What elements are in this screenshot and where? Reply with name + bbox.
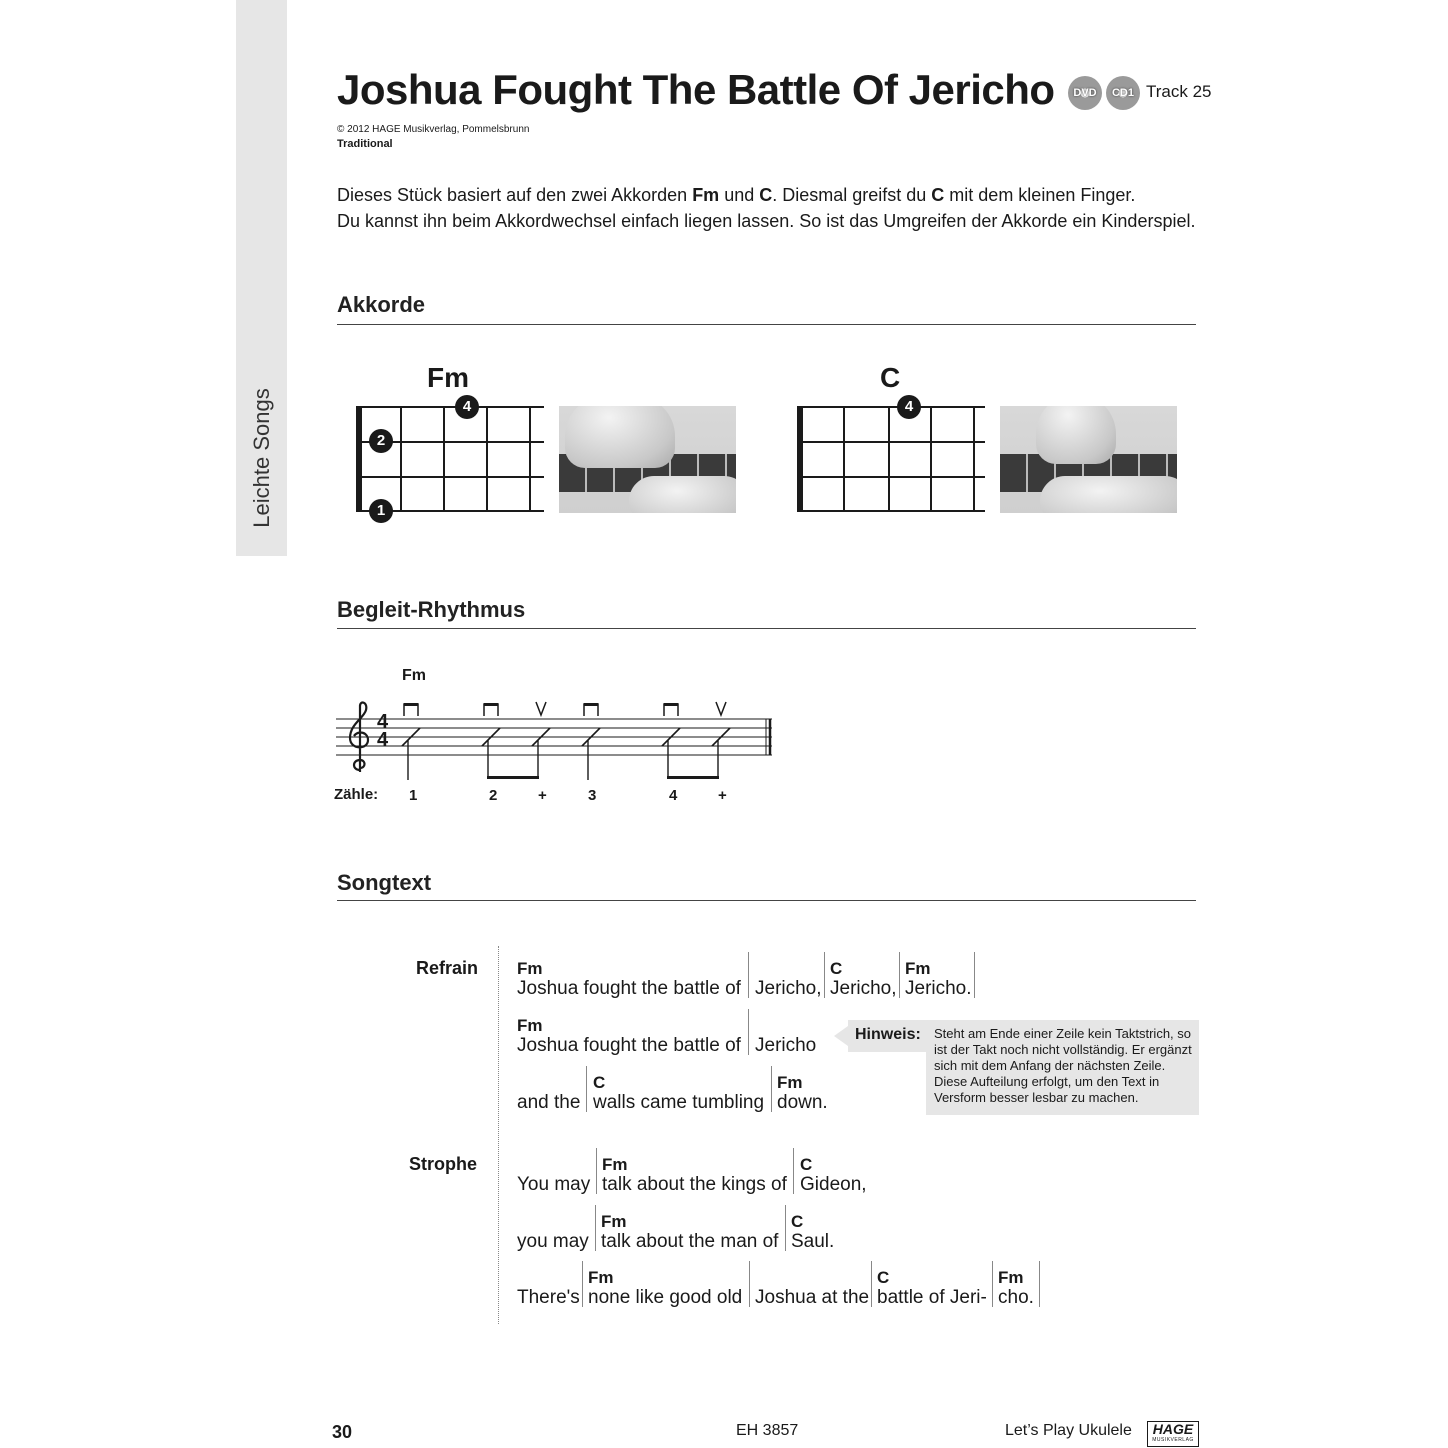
lyric-chord: Fm <box>601 1212 627 1231</box>
count-beat: 2 <box>489 787 498 804</box>
section-heading-lyrics: Songtext <box>337 870 432 895</box>
chord-name-c: C <box>880 362 901 393</box>
lyric-text: Jericho, <box>755 978 822 999</box>
lyric-chord: Fm <box>588 1268 614 1287</box>
bar-line <box>785 1205 786 1251</box>
lyric-chord: C <box>800 1155 813 1174</box>
lyric-text: talk about the kings of <box>602 1174 787 1195</box>
count-beat: + <box>718 787 727 804</box>
bar-line <box>596 1148 597 1194</box>
time-signature: 4 4 <box>377 711 389 751</box>
strophe-label: Strophe <box>409 1154 478 1174</box>
count-beat: 3 <box>588 787 597 804</box>
lyric-text: and the <box>517 1092 581 1113</box>
lyric-text: you may <box>517 1231 589 1252</box>
lyric-text: talk about the man of <box>601 1231 779 1252</box>
intro-text: Dieses Stück basiert auf den zwei Akkorden Fm und C. Diesmal greifst du C mit dem kleinen Finger. Du kannst ihn beim Akkordwechsel einfach liegen lassen. So ist das Umgreifen der Akkorde ein Kinderspiel. <box>337 185 1196 231</box>
page-number: 30 <box>332 1422 353 1442</box>
lyric-text: Joshua fought the battle of <box>517 1035 741 1056</box>
lyric-text: There's <box>517 1287 580 1308</box>
lyric-text: Jericho, <box>830 978 897 999</box>
lyric-text: down. <box>777 1092 828 1113</box>
fm-hand-photo <box>559 406 736 513</box>
lyric-chord: Fm <box>517 1016 543 1035</box>
section-heading-chords: Akkorde <box>337 292 426 317</box>
lyric-text: Joshua fought the battle of <box>517 978 741 999</box>
count-label: Zähle: <box>334 786 379 803</box>
lyric-chord: Fm <box>602 1155 628 1174</box>
lyric-text: none like good old <box>588 1287 743 1308</box>
bar-line <box>1039 1261 1040 1307</box>
rhythm-staff <box>330 698 780 782</box>
lyric-text: battle of Jeri- <box>877 1287 987 1308</box>
bar-line <box>582 1261 583 1307</box>
finger-dot-2: 2 <box>369 429 393 453</box>
bar-line <box>586 1066 587 1112</box>
lyric-text: Gideon, <box>800 1174 867 1195</box>
lyrics-divider <box>498 946 499 1324</box>
bar-line <box>748 1009 749 1055</box>
section-rule <box>337 324 1196 325</box>
publisher-logo: HAGE MUSIKVERLAG <box>1147 1421 1199 1447</box>
lyric-chord: C <box>877 1268 890 1287</box>
track-number: Track 25 <box>1146 82 1212 101</box>
section-rule <box>337 900 1196 901</box>
page-title: Joshua Fought The Battle Of Jericho <box>337 66 1055 113</box>
lyric-text: Jericho. <box>905 978 972 999</box>
lyric-text: Saul. <box>791 1231 835 1252</box>
count-beat: 4 <box>669 787 678 804</box>
finger-dot-4: 4 <box>897 395 921 419</box>
bar-line <box>771 1066 772 1112</box>
lyric-chord: Fm <box>905 959 931 978</box>
finger-dot-4: 4 <box>455 395 479 419</box>
count-beat: 1 <box>409 787 418 804</box>
lyric-text: You may <box>517 1174 591 1195</box>
copyright: © 2012 HAGE Musikverlag, Pommelsbrunn <box>337 124 530 135</box>
refrain-label: Refrain <box>416 958 479 978</box>
lyric-chord: C <box>593 1073 606 1092</box>
chord-name-fm: Fm <box>427 362 469 393</box>
lyric-text: cho. <box>998 1287 1034 1308</box>
bar-line <box>974 952 975 998</box>
lyric-chord: C <box>791 1212 804 1231</box>
bar-line <box>899 952 900 998</box>
hint-label: Hinweis: <box>855 1026 921 1043</box>
finger-dot-1: 1 <box>369 499 393 523</box>
hint-text: Steht am Ende einer Zeile kein Taktstrich, so ist der Takt noch nicht vollständig. Er ergänzt sich mit dem Anfang der nächsten Zeile. Diese Aufteilung erfolgt, um den Text in Versform besser lesbar zu machen. <box>934 1026 1192 1105</box>
lyric-chord: C <box>830 959 843 978</box>
catalog-code: EH 3857 <box>736 1422 799 1439</box>
book-title: Let’s Play Ukulele <box>1005 1422 1132 1439</box>
composer: Traditional <box>337 138 393 150</box>
c-chord-diagram <box>793 400 989 518</box>
bar-line <box>793 1148 794 1194</box>
section-heading-rhythm: Begleit-Rhythmus <box>337 597 526 622</box>
lyric-text: Joshua at the <box>755 1287 870 1308</box>
bar-line <box>749 1261 750 1307</box>
rhythm-chord-symbol: Fm <box>402 667 426 684</box>
lyric-text: Jericho <box>755 1035 817 1056</box>
hint-pointer <box>834 1026 848 1046</box>
bar-line <box>992 1261 993 1307</box>
bar-line <box>871 1261 872 1307</box>
c-hand-photo <box>1000 406 1177 513</box>
bar-line <box>824 952 825 998</box>
bar-line <box>748 952 749 998</box>
lyric-chord: Fm <box>777 1073 803 1092</box>
lyric-chord: Fm <box>998 1268 1024 1287</box>
lyric-chord: Fm <box>517 959 543 978</box>
side-tab-label: Leichte Songs <box>248 388 274 528</box>
dvd-disc-icon: DVD <box>1068 76 1102 110</box>
bar-line <box>595 1205 596 1251</box>
lyric-text: walls came tumbling <box>593 1092 765 1113</box>
count-beat: + <box>538 787 547 804</box>
section-rule <box>337 628 1196 629</box>
cd-disc-icon: CD1 <box>1106 76 1140 110</box>
